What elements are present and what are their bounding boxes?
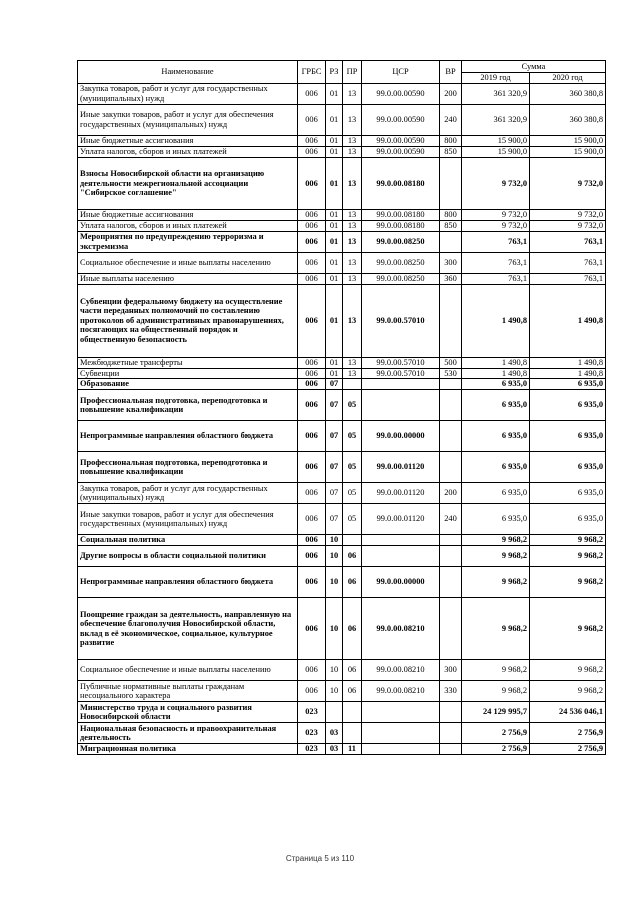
cell-2019: 1 490,8 bbox=[462, 357, 530, 368]
cell-2019: 763,1 bbox=[462, 231, 530, 252]
cell-2020: 1 490,8 bbox=[530, 284, 606, 357]
cell-2020: 763,1 bbox=[530, 273, 606, 284]
header-csr: ЦСР bbox=[362, 61, 440, 84]
cell-2020: 24 536 046,1 bbox=[530, 702, 606, 723]
cell-pr: 05 bbox=[343, 452, 362, 483]
cell-grbs: 023 bbox=[298, 723, 326, 744]
cell-vr bbox=[440, 231, 462, 252]
cell-rz: 10 bbox=[326, 546, 343, 567]
cell-rz: 10 bbox=[326, 567, 343, 598]
cell-vr: 330 bbox=[440, 681, 462, 702]
cell-rz: 01 bbox=[326, 210, 343, 221]
cell-2019: 9 732,0 bbox=[462, 220, 530, 231]
cell-rz: 01 bbox=[326, 136, 343, 147]
table-row bbox=[78, 105, 606, 136]
cell-rz: 10 bbox=[326, 598, 343, 660]
header-year-2020: 2020 год bbox=[530, 73, 606, 84]
cell-name: Межбюджетные трансферты bbox=[78, 357, 298, 368]
cell-2020: 360 380,8 bbox=[530, 84, 606, 105]
cell-csr: 99.0.00.08250 bbox=[362, 231, 440, 252]
cell-name: Иные выплаты населению bbox=[78, 273, 298, 284]
table-row bbox=[78, 252, 606, 273]
cell-rz: 01 bbox=[326, 105, 343, 136]
cell-grbs: 006 bbox=[298, 567, 326, 598]
table-row bbox=[78, 273, 606, 284]
cell-name: Образование bbox=[78, 379, 298, 390]
table-row bbox=[78, 368, 606, 379]
table-row bbox=[78, 147, 606, 158]
cell-csr: 99.0.00.57010 bbox=[362, 368, 440, 379]
cell-csr: 99.0.00.00590 bbox=[362, 136, 440, 147]
cell-vr bbox=[440, 546, 462, 567]
table-row bbox=[78, 158, 606, 210]
table-row bbox=[78, 598, 606, 660]
cell-pr: 13 bbox=[343, 84, 362, 105]
cell-2019: 9 968,2 bbox=[462, 681, 530, 702]
cell-2020: 6 935,0 bbox=[530, 483, 606, 504]
cell-2019: 9 732,0 bbox=[462, 210, 530, 221]
cell-pr: 11 bbox=[343, 744, 362, 755]
cell-2019: 9 968,2 bbox=[462, 535, 530, 546]
cell-grbs: 006 bbox=[298, 452, 326, 483]
cell-pr: 13 bbox=[343, 147, 362, 158]
cell-name: Публичные нормативные выплаты гражданам несоциального характера bbox=[78, 681, 298, 702]
cell-grbs: 006 bbox=[298, 535, 326, 546]
table-row bbox=[78, 210, 606, 221]
cell-csr: 99.0.00.08210 bbox=[362, 598, 440, 660]
cell-2019: 9 968,2 bbox=[462, 660, 530, 681]
cell-pr: 05 bbox=[343, 390, 362, 421]
table-row bbox=[78, 136, 606, 147]
cell-vr bbox=[440, 379, 462, 390]
cell-vr: 360 bbox=[440, 273, 462, 284]
table-row bbox=[78, 546, 606, 567]
cell-rz: 01 bbox=[326, 220, 343, 231]
cell-rz: 01 bbox=[326, 368, 343, 379]
cell-grbs: 006 bbox=[298, 357, 326, 368]
cell-grbs: 006 bbox=[298, 220, 326, 231]
cell-vr: 530 bbox=[440, 368, 462, 379]
cell-2019: 9 968,2 bbox=[462, 567, 530, 598]
cell-name: Профессиональная подготовка, переподготовка и повышение квалификации bbox=[78, 452, 298, 483]
cell-rz: 01 bbox=[326, 284, 343, 357]
header-rz: РЗ bbox=[326, 61, 343, 84]
header-pr: ПР bbox=[343, 61, 362, 84]
cell-vr bbox=[440, 158, 462, 210]
cell-2020: 1 490,8 bbox=[530, 357, 606, 368]
cell-vr bbox=[440, 567, 462, 598]
cell-csr bbox=[362, 702, 440, 723]
cell-grbs: 006 bbox=[298, 546, 326, 567]
cell-2019: 24 129 995,7 bbox=[462, 702, 530, 723]
cell-2019: 763,1 bbox=[462, 273, 530, 284]
cell-2019: 15 900,0 bbox=[462, 136, 530, 147]
page-number: Страница 5 из 110 bbox=[285, 854, 355, 863]
cell-pr: 13 bbox=[343, 273, 362, 284]
cell-name: Социальная политика bbox=[78, 535, 298, 546]
cell-grbs: 006 bbox=[298, 284, 326, 357]
cell-vr: 850 bbox=[440, 220, 462, 231]
cell-2020: 6 935,0 bbox=[530, 504, 606, 535]
cell-2020: 763,1 bbox=[530, 231, 606, 252]
cell-name: Иные закупки товаров, работ и услуг для обеспечения государственных (муниципальных) нужд bbox=[78, 105, 298, 136]
cell-2019: 6 935,0 bbox=[462, 504, 530, 535]
table-row bbox=[78, 535, 606, 546]
cell-pr bbox=[343, 723, 362, 744]
cell-2019: 6 935,0 bbox=[462, 379, 530, 390]
cell-pr: 05 bbox=[343, 421, 362, 452]
cell-2019: 6 935,0 bbox=[462, 483, 530, 504]
cell-2019: 2 756,9 bbox=[462, 744, 530, 755]
cell-pr: 05 bbox=[343, 504, 362, 535]
cell-csr: 99.0.00.08210 bbox=[362, 681, 440, 702]
table-row bbox=[78, 84, 606, 105]
cell-2019: 9 968,2 bbox=[462, 598, 530, 660]
table-row bbox=[78, 390, 606, 421]
cell-2019: 361 320,9 bbox=[462, 84, 530, 105]
cell-rz: 01 bbox=[326, 147, 343, 158]
table-row bbox=[78, 567, 606, 598]
cell-vr bbox=[440, 744, 462, 755]
cell-name: Непрограммные направления областного бюджета bbox=[78, 421, 298, 452]
cell-name: Субвенции bbox=[78, 368, 298, 379]
cell-rz: 07 bbox=[326, 379, 343, 390]
cell-2020: 9 968,2 bbox=[530, 681, 606, 702]
cell-name: Уплата налогов, сборов и иных платежей bbox=[78, 147, 298, 158]
cell-grbs: 006 bbox=[298, 598, 326, 660]
cell-vr: 240 bbox=[440, 105, 462, 136]
cell-2019: 6 935,0 bbox=[462, 421, 530, 452]
cell-vr: 850 bbox=[440, 147, 462, 158]
cell-csr bbox=[362, 744, 440, 755]
table-row bbox=[78, 483, 606, 504]
cell-name: Иные бюджетные ассигнования bbox=[78, 210, 298, 221]
table-row bbox=[78, 504, 606, 535]
cell-rz: 01 bbox=[326, 158, 343, 210]
cell-2020: 6 935,0 bbox=[530, 452, 606, 483]
cell-grbs: 023 bbox=[298, 702, 326, 723]
cell-2020: 9 968,2 bbox=[530, 546, 606, 567]
cell-csr bbox=[362, 723, 440, 744]
cell-rz: 03 bbox=[326, 744, 343, 755]
cell-2020: 9 732,0 bbox=[530, 158, 606, 210]
table-row bbox=[78, 379, 606, 390]
cell-name: Профессиональная подготовка, переподготовка и повышение квалификации bbox=[78, 390, 298, 421]
cell-csr: 99.0.00.00590 bbox=[362, 147, 440, 158]
cell-2019: 6 935,0 bbox=[462, 452, 530, 483]
cell-csr: 99.0.00.08210 bbox=[362, 660, 440, 681]
cell-2020: 763,1 bbox=[530, 252, 606, 273]
cell-2019: 2 756,9 bbox=[462, 723, 530, 744]
cell-csr: 99.0.00.08250 bbox=[362, 252, 440, 273]
cell-pr: 06 bbox=[343, 660, 362, 681]
cell-2020: 9 968,2 bbox=[530, 598, 606, 660]
cell-pr: 13 bbox=[343, 210, 362, 221]
table-row bbox=[78, 681, 606, 702]
cell-vr: 500 bbox=[440, 357, 462, 368]
cell-name: Иные бюджетные ассигнования bbox=[78, 136, 298, 147]
cell-csr: 99.0.00.57010 bbox=[362, 284, 440, 357]
cell-pr: 13 bbox=[343, 136, 362, 147]
cell-csr: 99.0.00.08180 bbox=[362, 210, 440, 221]
cell-rz: 01 bbox=[326, 273, 343, 284]
cell-2020: 360 380,8 bbox=[530, 105, 606, 136]
cell-2020: 2 756,9 bbox=[530, 723, 606, 744]
cell-pr: 06 bbox=[343, 681, 362, 702]
cell-grbs: 006 bbox=[298, 105, 326, 136]
header-vr: ВР bbox=[440, 61, 462, 84]
cell-rz: 07 bbox=[326, 421, 343, 452]
cell-grbs: 006 bbox=[298, 210, 326, 221]
cell-grbs: 006 bbox=[298, 273, 326, 284]
cell-vr: 200 bbox=[440, 483, 462, 504]
cell-grbs: 023 bbox=[298, 744, 326, 755]
cell-csr bbox=[362, 379, 440, 390]
cell-2020: 9 968,2 bbox=[530, 567, 606, 598]
header-year-2019: 2019 год bbox=[462, 73, 530, 84]
cell-grbs: 006 bbox=[298, 483, 326, 504]
cell-pr: 06 bbox=[343, 546, 362, 567]
cell-name: Непрограммные направления областного бюджета bbox=[78, 567, 298, 598]
cell-vr bbox=[440, 598, 462, 660]
table-header-row bbox=[78, 61, 606, 73]
cell-rz: 01 bbox=[326, 231, 343, 252]
cell-rz: 07 bbox=[326, 452, 343, 483]
cell-name: Взносы Новосибирской области на организацию деятельности межрегиональной ассоциации "Сибирское соглашение" bbox=[78, 158, 298, 210]
cell-csr: 99.0.00.08180 bbox=[362, 158, 440, 210]
cell-pr: 06 bbox=[343, 567, 362, 598]
cell-vr bbox=[440, 535, 462, 546]
table-row bbox=[78, 452, 606, 483]
cell-pr: 13 bbox=[343, 158, 362, 210]
cell-2019: 9 732,0 bbox=[462, 158, 530, 210]
cell-2020: 9 732,0 bbox=[530, 220, 606, 231]
cell-2019: 361 320,9 bbox=[462, 105, 530, 136]
cell-grbs: 006 bbox=[298, 368, 326, 379]
cell-pr: 13 bbox=[343, 220, 362, 231]
cell-pr bbox=[343, 379, 362, 390]
cell-2020: 15 900,0 bbox=[530, 147, 606, 158]
table-row bbox=[78, 660, 606, 681]
cell-rz: 07 bbox=[326, 390, 343, 421]
cell-pr: 13 bbox=[343, 284, 362, 357]
table-row bbox=[78, 702, 606, 723]
cell-name: Закупка товаров, работ и услуг для государственных (муниципальных) нужд bbox=[78, 84, 298, 105]
cell-csr: 99.0.00.01120 bbox=[362, 483, 440, 504]
cell-2020: 6 935,0 bbox=[530, 421, 606, 452]
table-row bbox=[78, 723, 606, 744]
cell-name: Поощрение граждан за деятельность, направленную на обеспечение благополучия Новосибирской области, вклад в её экономическое, социальное, культурное развитие bbox=[78, 598, 298, 660]
cell-name: Закупка товаров, работ и услуг для государственных (муниципальных) нужд bbox=[78, 483, 298, 504]
cell-name: Социальное обеспечение и иные выплаты населению bbox=[78, 660, 298, 681]
cell-2020: 9 968,2 bbox=[530, 660, 606, 681]
cell-2019: 6 935,0 bbox=[462, 390, 530, 421]
header-name: Наименование bbox=[78, 61, 298, 84]
cell-csr bbox=[362, 546, 440, 567]
cell-pr: 13 bbox=[343, 105, 362, 136]
cell-vr bbox=[440, 723, 462, 744]
cell-grbs: 006 bbox=[298, 84, 326, 105]
cell-2019: 1 490,8 bbox=[462, 284, 530, 357]
cell-csr: 99.0.00.00000 bbox=[362, 567, 440, 598]
cell-grbs: 006 bbox=[298, 136, 326, 147]
budget-table bbox=[77, 60, 606, 755]
cell-rz: 01 bbox=[326, 84, 343, 105]
cell-rz: 10 bbox=[326, 660, 343, 681]
cell-rz: 03 bbox=[326, 723, 343, 744]
cell-csr: 99.0.00.00590 bbox=[362, 84, 440, 105]
cell-vr bbox=[440, 421, 462, 452]
cell-grbs: 006 bbox=[298, 231, 326, 252]
cell-pr: 13 bbox=[343, 252, 362, 273]
table-row bbox=[78, 284, 606, 357]
table-row bbox=[78, 357, 606, 368]
cell-grbs: 006 bbox=[298, 660, 326, 681]
cell-pr: 06 bbox=[343, 598, 362, 660]
cell-rz: 10 bbox=[326, 681, 343, 702]
cell-pr bbox=[343, 702, 362, 723]
cell-vr bbox=[440, 284, 462, 357]
cell-grbs: 006 bbox=[298, 147, 326, 158]
cell-vr bbox=[440, 452, 462, 483]
table-row bbox=[78, 231, 606, 252]
table-row bbox=[78, 421, 606, 452]
cell-csr: 99.0.00.01120 bbox=[362, 504, 440, 535]
cell-rz: 10 bbox=[326, 535, 343, 546]
header-sum: Сумма bbox=[462, 61, 606, 73]
cell-2020: 2 756,9 bbox=[530, 744, 606, 755]
cell-2020: 9 968,2 bbox=[530, 535, 606, 546]
cell-pr: 05 bbox=[343, 483, 362, 504]
cell-csr: 99.0.00.00590 bbox=[362, 105, 440, 136]
cell-vr: 300 bbox=[440, 252, 462, 273]
cell-pr: 13 bbox=[343, 231, 362, 252]
cell-rz: 07 bbox=[326, 483, 343, 504]
header-grbs: ГРБС bbox=[298, 61, 326, 84]
cell-csr: 99.0.00.01120 bbox=[362, 452, 440, 483]
cell-rz: 01 bbox=[326, 252, 343, 273]
cell-2020: 6 935,0 bbox=[530, 390, 606, 421]
cell-csr: 99.0.00.08180 bbox=[362, 220, 440, 231]
cell-name: Мероприятия по предупреждению терроризма и экстремизма bbox=[78, 231, 298, 252]
cell-2019: 15 900,0 bbox=[462, 147, 530, 158]
cell-2019: 9 968,2 bbox=[462, 546, 530, 567]
cell-csr: 99.0.00.08250 bbox=[362, 273, 440, 284]
cell-grbs: 006 bbox=[298, 421, 326, 452]
cell-name: Иные закупки товаров, работ и услуг для обеспечения государственных (муниципальных) нужд bbox=[78, 504, 298, 535]
cell-vr: 240 bbox=[440, 504, 462, 535]
cell-grbs: 006 bbox=[298, 504, 326, 535]
cell-name: Уплата налогов, сборов и иных платежей bbox=[78, 220, 298, 231]
cell-rz: 07 bbox=[326, 504, 343, 535]
cell-rz bbox=[326, 702, 343, 723]
cell-name: Миграционная политика bbox=[78, 744, 298, 755]
cell-2020: 15 900,0 bbox=[530, 136, 606, 147]
cell-name: Субвенции федеральному бюджету на осуществление части переданных полномочий по составлению протоколов об административных правонарушениях, посягающих на общественный порядок и общественную безопасность bbox=[78, 284, 298, 357]
cell-2020: 1 490,8 bbox=[530, 368, 606, 379]
cell-csr bbox=[362, 390, 440, 421]
cell-name: Министерство труда и социального развития Новосибирской области bbox=[78, 702, 298, 723]
cell-vr: 200 bbox=[440, 84, 462, 105]
cell-grbs: 006 bbox=[298, 158, 326, 210]
cell-csr bbox=[362, 535, 440, 546]
cell-pr bbox=[343, 535, 362, 546]
cell-2019: 763,1 bbox=[462, 252, 530, 273]
table-row bbox=[78, 220, 606, 231]
cell-vr bbox=[440, 702, 462, 723]
cell-name: Другие вопросы в области социальной политики bbox=[78, 546, 298, 567]
cell-pr: 13 bbox=[343, 357, 362, 368]
cell-2020: 6 935,0 bbox=[530, 379, 606, 390]
cell-vr bbox=[440, 390, 462, 421]
cell-csr: 99.0.00.57010 bbox=[362, 357, 440, 368]
cell-grbs: 006 bbox=[298, 252, 326, 273]
table-row bbox=[78, 744, 606, 755]
cell-name: Национальная безопасность и правоохранительная деятельность bbox=[78, 723, 298, 744]
cell-rz: 01 bbox=[326, 357, 343, 368]
cell-csr: 99.0.00.00000 bbox=[362, 421, 440, 452]
cell-vr: 300 bbox=[440, 660, 462, 681]
cell-grbs: 006 bbox=[298, 379, 326, 390]
cell-vr: 800 bbox=[440, 136, 462, 147]
cell-grbs: 006 bbox=[298, 390, 326, 421]
cell-name: Социальное обеспечение и иные выплаты населению bbox=[78, 252, 298, 273]
cell-2020: 9 732,0 bbox=[530, 210, 606, 221]
cell-grbs: 006 bbox=[298, 681, 326, 702]
cell-2019: 1 490,8 bbox=[462, 368, 530, 379]
cell-vr: 800 bbox=[440, 210, 462, 221]
cell-pr: 13 bbox=[343, 368, 362, 379]
